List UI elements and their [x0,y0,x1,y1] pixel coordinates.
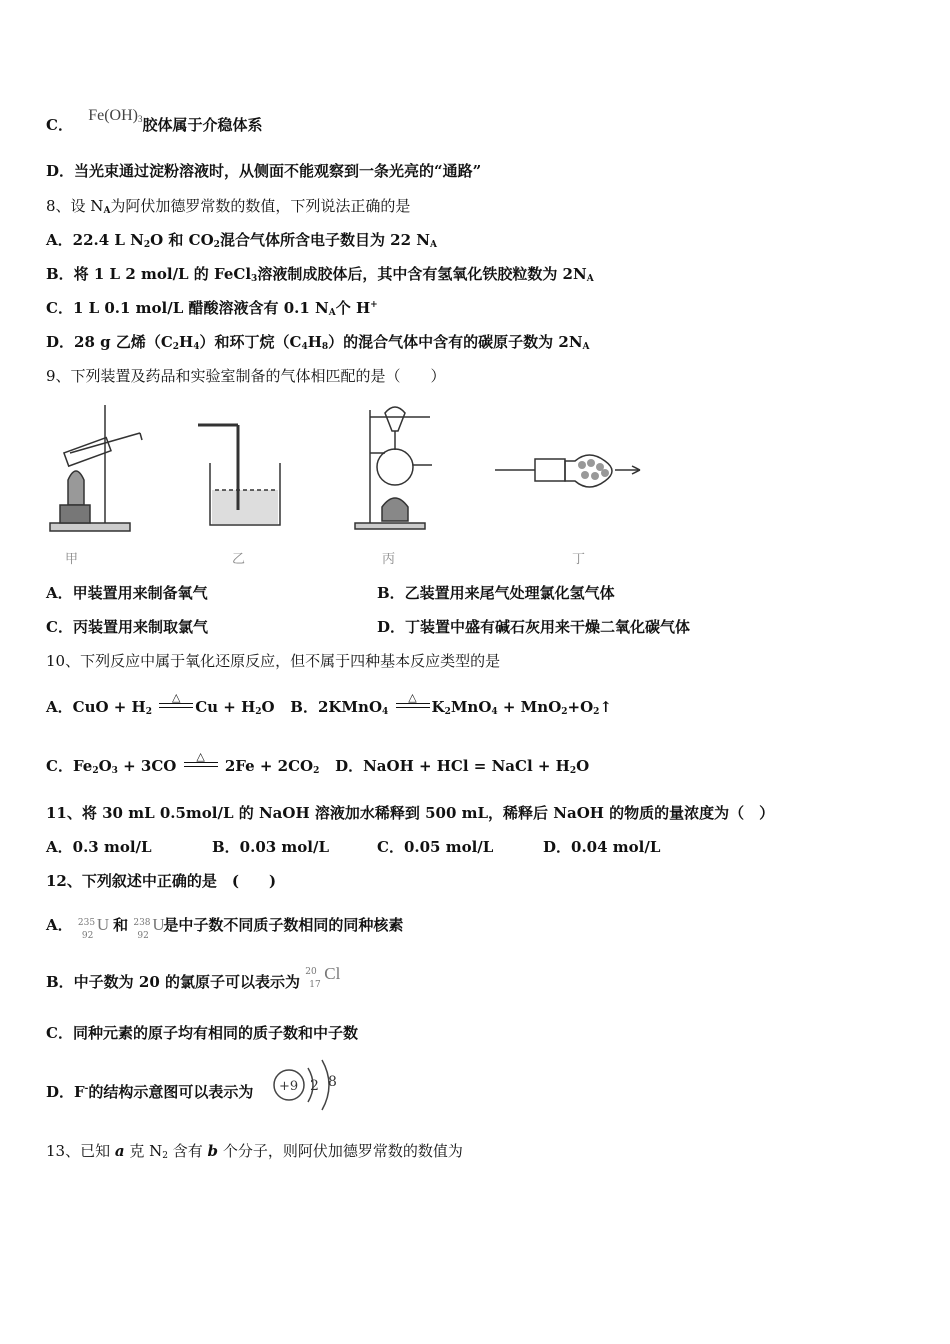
q13-stem: 13、已知 a 克 $N_2$ 含有 b 个分子，则阿伏加德罗常数的数值为 [46,1142,463,1161]
q10-options-cd: C．$Fe_2O_3 + 3CO$ △ $2Fe + 2CO_2$ D．NaOH + HCl = NaCl + $H_2O$ [46,750,590,776]
apparatus-label-bing: 丙 [382,552,396,567]
shell-2-electrons: 8 [328,1074,337,1090]
q9-option-d: D．丁装置中盛有碱石灰用来干燥二氧化碳气体 [377,618,691,636]
chlorine-isotope: 20 17 Cl [305,964,341,990]
q12-option-a: A． 235 92 U 和 238 92 U 是中子数不同质子数相同的同种核素 [46,915,404,941]
q12-option-c: C．同种元素的原子均有相同的质子数和中子数 [46,1024,358,1042]
q12-option-d: D．F-的结构示意图可以表示为 [46,1083,254,1101]
fe-oh-3-formula-image: $Fe(OH)_3$ [88,107,143,124]
heat-condition-sign: △ [159,700,193,716]
q7-option-d: D．当光束通过淀粉溶液时，从侧面不能观察到一条光亮的“通路” [46,162,482,180]
nucleus-charge: +9 [279,1079,299,1094]
q11-stem: 11、将 30 mL 0.5mol/L 的 NaOH 溶液加水稀释到 500 mL，稀释后 NaOH 的物质的量浓度为（ ） [46,804,775,822]
q11-option-a: A．0.3 mol/L [46,838,152,856]
q11-option-b: B．0.03 mol/L [212,838,330,856]
test-tube-heating-apparatus-icon [50,405,142,531]
apparatus-label-jia: 甲 [65,552,79,567]
fluoride-ion-structure-diagram [272,1056,344,1116]
heat-condition-sign: △ [184,759,218,775]
q11-option-d: D．0.04 mol/L [543,838,661,856]
uranium-238-isotope: 238 92 U [133,915,165,941]
q8-option-a: A．22.4 L $N_2O$ 和 $CO_2$混合气体所含电子数目为 22 $N_A$ [46,231,437,250]
q10-stem: 10、下列反应中属于氧化还原反应，但不属于四种基本反应类型的是 [46,652,501,670]
q12-stem: 12、下列叙述中正确的是 ( ) [46,872,277,890]
q9-apparatus-figure [40,395,680,575]
q9-option-a: A．甲装置用来制备氧气 [46,584,208,602]
apparatus-label-yi: 乙 [232,552,246,567]
q8-option-c: C．1 L 0.1 mol/L 醋酸溶液含有 0.1 $N_A$个 H+ [46,299,378,318]
q8-option-d: D．28 g 乙烯$(C_2H_4)$和环丁烷$(C_4H_8)$的混合气体中含有的碳原子数为 $2N_A$ [46,333,590,352]
shell-1-electrons: 2 [310,1078,319,1094]
q9-stem: 9、下列装置及药品和实验室制备的气体相匹配的是（ ） [46,367,446,385]
q7-option-c: C． $Fe(OH)_3$胶体属于介稳体系 [46,107,263,134]
q8-stem: 8、设 $N_A$为阿伏加德罗常数的数值，下列说法正确的是 [46,197,411,216]
apparatus-label-ding: 丁 [572,552,586,567]
flask-separatory-funnel-apparatus-icon [355,407,432,529]
uranium-235-isotope: 235 92 U [77,915,110,941]
q11-option-c: C．0.05 mol/L [377,838,494,856]
heat-condition-sign: △ [396,700,430,716]
q12-option-b: B．中子数为 20 的氯原子可以表示为 20 17 Cl [46,964,341,991]
q8-option-b: B．将 1 L 2 mol/L 的 FeCl$_3$溶液制成胶体后，其中含有氢氧化铁胶粒数为 $2N_A$ [46,265,594,284]
q10-options-ab: A．CuO + $H_2$ △ $Cu + H_2O$ B．2KMnO$_4$ △ $K_2MnO_4$ + $MnO_2+O_2↑$ [46,691,613,717]
q9-option-b: B．乙装置用来尾气处理氯化氢气体 [377,584,615,602]
beaker-gas-absorption-icon [198,425,280,525]
q9-option-c: C．丙装置用来制取氯气 [46,618,208,636]
drying-tube-icon [495,455,640,487]
